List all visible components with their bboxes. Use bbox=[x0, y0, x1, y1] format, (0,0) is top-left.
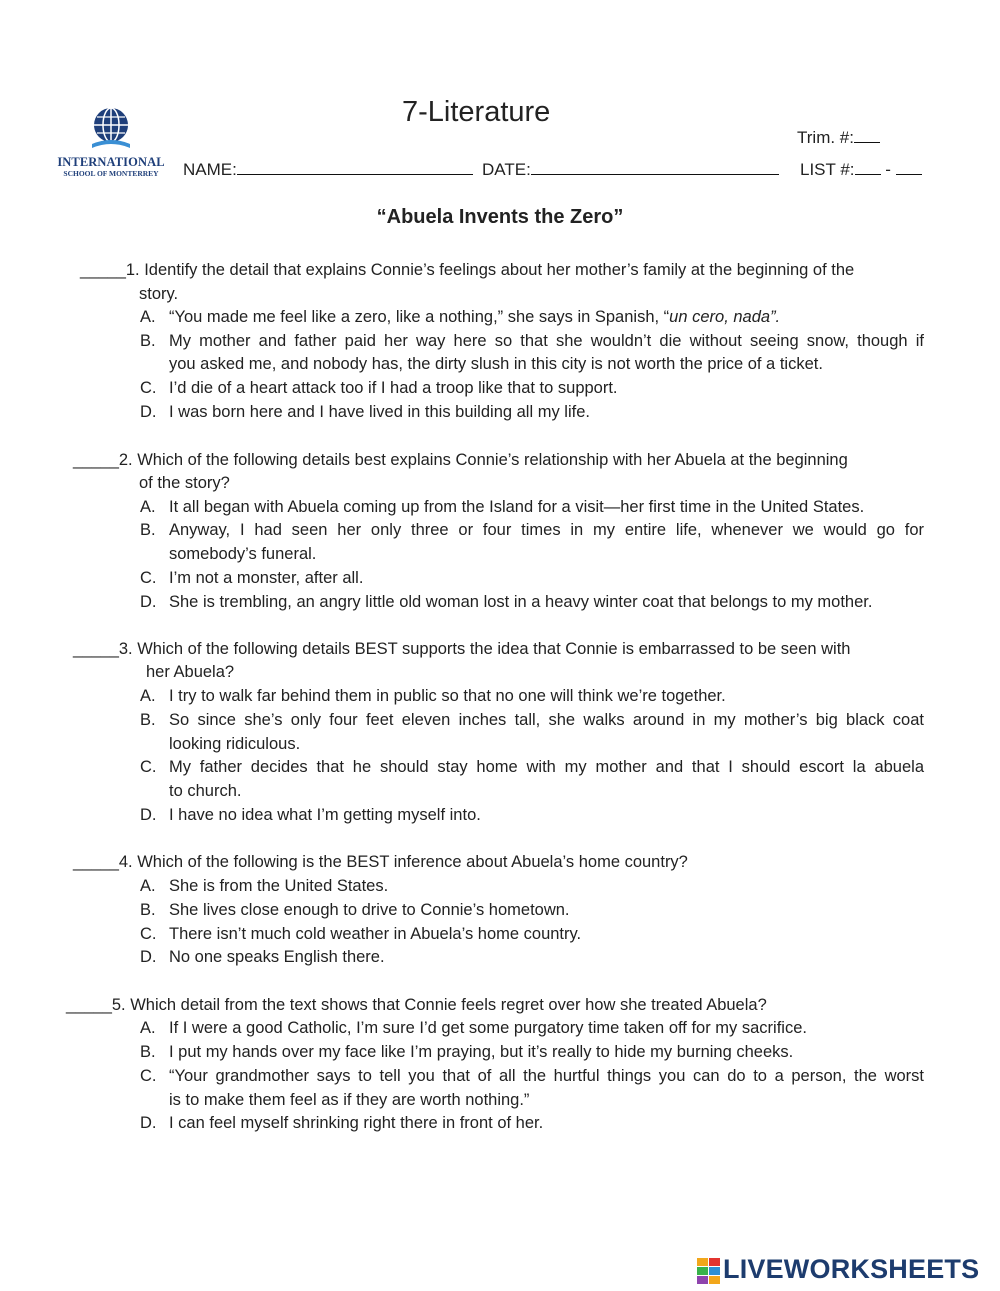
question-2-option-b: Anyway, I had seen her only three or four times in my entire life, whenever we would go for bbox=[169, 521, 924, 539]
name-blank[interactable] bbox=[237, 160, 473, 175]
question-3-option-d: I have no idea what I’m getting myself into. bbox=[169, 806, 481, 824]
globe-icon bbox=[88, 106, 134, 152]
option-letter: A. bbox=[140, 498, 156, 516]
question-1-line-2: story. bbox=[139, 285, 179, 303]
question-5-option-c: “Your grandmother says to tell you that of all the hurtful things you can do to a person, the worst bbox=[169, 1067, 924, 1085]
option-letter: B. bbox=[140, 901, 156, 919]
question-2-option-c: I’m not a monster, after all. bbox=[169, 569, 364, 587]
date-label: DATE: bbox=[482, 160, 531, 179]
list-blank-1[interactable] bbox=[855, 160, 881, 175]
question-4-option-c: There isn’t much cold weather in Abuela’s home country. bbox=[169, 925, 582, 943]
list-field[interactable] bbox=[800, 160, 922, 180]
option-letter: A. bbox=[140, 687, 156, 705]
question-5-line-1: _____5. Which detail from the text shows that Connie feels regret over how she treated Abuela? bbox=[66, 996, 767, 1014]
question-3-line-1: _____3. Which of the following details BEST supports the idea that Connie is embarrassed to be seen with bbox=[73, 640, 851, 658]
option-letter: B. bbox=[140, 521, 156, 539]
question-3-option-a: I try to walk far behind them in public so that no one will think we’re together. bbox=[169, 687, 726, 705]
question-5-option-d: I can feel myself shrinking right there in front of her. bbox=[169, 1114, 544, 1132]
option-letter: A. bbox=[140, 308, 156, 326]
option-letter: D. bbox=[140, 403, 157, 421]
option-letter: A. bbox=[140, 1019, 156, 1037]
question-1-option-b: My mother and father paid her way here so that she wouldn’t die without seeing snow, though if bbox=[169, 332, 924, 350]
question-3-line-2: her Abuela? bbox=[146, 663, 235, 681]
school-name-line1: INTERNATIONAL bbox=[57, 155, 165, 169]
option-letter: B. bbox=[140, 1043, 156, 1061]
option-letter: B. bbox=[140, 332, 156, 350]
school-name-line2: SCHOOL OF MONTERREY bbox=[63, 169, 159, 178]
question-3-option-b-line-2: looking ridiculous. bbox=[169, 735, 301, 753]
brand-blocks-icon bbox=[697, 1258, 721, 1284]
option-letter: D. bbox=[140, 948, 157, 966]
option-letter: C. bbox=[140, 569, 157, 587]
option-letter: D. bbox=[140, 806, 157, 824]
date-blank[interactable] bbox=[531, 160, 779, 175]
trim-blank[interactable] bbox=[854, 128, 880, 143]
question-1-option-d: I was born here and I have lived in this building all my life. bbox=[169, 403, 590, 421]
option-letter: C. bbox=[140, 379, 157, 397]
question-2-option-b-line-2: somebody’s funeral. bbox=[169, 545, 317, 563]
option-letter: D. bbox=[140, 593, 157, 611]
question-1-option-a: “You made me feel like a zero, like a nothing,” she says in Spanish, “un cero, nada”. bbox=[169, 308, 781, 326]
option-letter: C. bbox=[140, 925, 157, 943]
question-2-line-2: of the story? bbox=[139, 474, 230, 492]
page-title: 7-Literature bbox=[402, 96, 551, 128]
question-3-option-c-line-2: to church. bbox=[169, 782, 242, 800]
option-letter: A. bbox=[140, 877, 156, 895]
question-5-option-a: If I were a good Catholic, I’m sure I’d get some purgatory time taken off for my sacrifice. bbox=[169, 1019, 807, 1037]
trim-label: Trim. #: bbox=[797, 128, 854, 147]
option-letter: C. bbox=[140, 758, 157, 776]
question-2-option-d: She is trembling, an angry little old woman lost in a heavy winter coat that belongs to my mother. bbox=[169, 593, 873, 611]
list-blank-2[interactable] bbox=[896, 160, 922, 175]
date-field[interactable] bbox=[482, 160, 779, 180]
school-logo bbox=[52, 106, 170, 180]
question-2-line-1: _____2. Which of the following details best explains Connie’s relationship with her Abuela at the beginning bbox=[73, 451, 848, 469]
worksheet-title: “Abuela Invents the Zero” bbox=[376, 206, 624, 228]
name-label: NAME: bbox=[183, 160, 237, 179]
question-3-option-b: So since she’s only four feet eleven inches tall, she walks around in my mother’s big black coat bbox=[169, 711, 924, 729]
question-4-line-1: _____4. Which of the following is the BEST inference about Abuela’s home country? bbox=[73, 853, 688, 871]
trim-field[interactable] bbox=[797, 128, 880, 148]
list-dash: - bbox=[885, 160, 891, 179]
question-5-option-c-line-2: is to make them feel as if they are worth nothing.” bbox=[169, 1091, 530, 1109]
question-1-option-c: I’d die of a heart attack too if I had a troop like that to support. bbox=[169, 379, 618, 397]
question-1-option-b-line-2: you asked me, and nobody has, the dirty slush in this city is not worth the price of a ticket. bbox=[169, 355, 823, 373]
question-4-option-b: She lives close enough to drive to Connie’s hometown. bbox=[169, 901, 570, 919]
question-2-option-a: It all began with Abuela coming up from the Island for a visit—her first time in the United States. bbox=[169, 498, 865, 516]
question-5-option-b: I put my hands over my face like I’m praying, but it’s really to hide my burning cheeks. bbox=[169, 1043, 794, 1061]
question-3-option-c: My father decides that he should stay home with my mother and that I should escort la abuela bbox=[169, 758, 924, 776]
name-field[interactable] bbox=[183, 160, 473, 180]
option-letter: D. bbox=[140, 1114, 157, 1132]
list-label: LIST #: bbox=[800, 160, 855, 179]
option-letter: B. bbox=[140, 711, 156, 729]
brand-text: LIVEWORKSHEETS bbox=[723, 1254, 980, 1284]
option-letter: C. bbox=[140, 1067, 157, 1085]
question-4-option-d: No one speaks English there. bbox=[169, 948, 385, 966]
question-4-option-a: She is from the United States. bbox=[169, 877, 389, 895]
liveworksheets-logo[interactable] bbox=[697, 1254, 997, 1288]
question-1-line-1: _____1. Identify the detail that explains Connie’s feelings about her mother’s family at the beginning of the bbox=[80, 261, 855, 279]
